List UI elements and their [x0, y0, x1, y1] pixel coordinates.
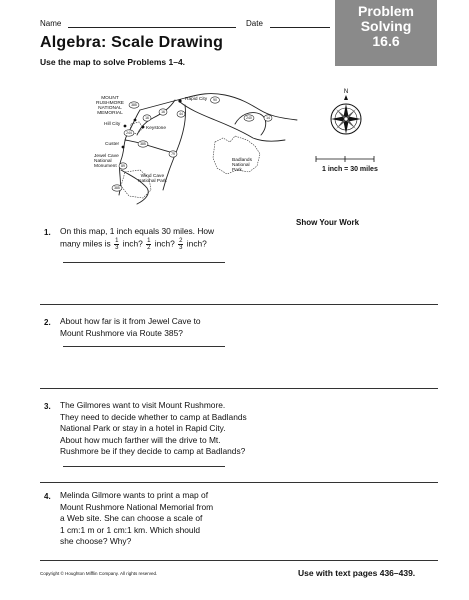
divider — [40, 304, 438, 305]
problem-1-text: On this map, 1 inch equals 30 miles. How many miles is $\frac{1}{3}$ inch? $\frac{1}{2}$ inch? $\frac{2}{3}$ inch? — [60, 226, 215, 251]
route-shield: 244 — [126, 131, 132, 136]
copyright-notice: Copyright © Houghton Mifflin Company. All rights reserved. — [40, 571, 158, 576]
answer-line-2[interactable] — [63, 346, 225, 347]
answer-line-1[interactable] — [63, 262, 225, 263]
compass-rose-icon — [326, 86, 366, 146]
route-shield: 14 — [266, 116, 270, 121]
page-title: Algebra: Scale Drawing — [40, 34, 224, 51]
scale-bar — [314, 154, 376, 164]
route-shield: 79 — [171, 152, 175, 157]
label-custer: Custer — [105, 142, 120, 147]
label-hill-city: Hill City — [104, 122, 121, 127]
name-label: Name — [40, 19, 62, 28]
mount-rushmore-dot — [134, 119, 137, 122]
route-shield: 89 — [121, 164, 125, 169]
instructions: Use the map to solve Problems 1–4. — [40, 57, 186, 67]
divider — [40, 482, 438, 483]
keystone-dot — [142, 126, 145, 129]
route-shield: 385 — [131, 103, 137, 108]
divider — [40, 560, 438, 561]
svg-text:N: N — [343, 89, 349, 95]
road-44 — [180, 102, 285, 141]
problem-3-number: 3. — [44, 402, 51, 411]
route-shield: 16 — [161, 110, 165, 115]
problem-4-number: 4. — [44, 492, 51, 501]
date-field[interactable] — [270, 27, 330, 28]
road-16a — [125, 140, 170, 152]
fraction-one-half: $\frac{1}{2}$ — [147, 237, 151, 251]
name-field[interactable] — [68, 27, 236, 28]
show-your-work-label: Show Your Work — [296, 218, 360, 227]
problem-1-number: 1. — [44, 228, 51, 237]
route-shield: 240 — [246, 116, 252, 121]
problem-4-text: Melinda Gilmore wants to print a map of Mount Rushmore National Memorial from a Web site. She can choose a scale of 1 cm:1 m or 1 cm:1 km. Which should she choose? Why? — [60, 490, 214, 547]
text-pages-reference: Use with text pages 436–439. — [298, 568, 416, 578]
problem-2-number: 2. — [44, 318, 51, 327]
fraction-two-thirds: $\frac{2}{3}$ — [179, 237, 183, 251]
problem-3-text: The Gilmores want to visit Mount Rushmore. They need to decide whether to camp at Badlands National Park or stay in a hotel in Rapid City. About how much farther will the drive to Mt. Rushmore be if they decide to camp at Badlands? — [60, 400, 247, 457]
label-rapid-city: Rapid City — [185, 97, 208, 102]
label-badlands: Badlands National Park — [232, 158, 253, 173]
route-shield: 44 — [179, 112, 183, 117]
divider — [40, 388, 438, 389]
route-shield: 385 — [140, 142, 146, 147]
label-keystone: Keystone — [146, 126, 167, 131]
rapid-city-dot — [178, 99, 181, 102]
fraction-one-third: $\frac{1}{3}$ — [115, 237, 119, 251]
badge-line-1: Problem — [357, 3, 414, 19]
label-jewel-cave: Jewel Cave National Monument — [94, 154, 119, 169]
answer-line-3[interactable] — [63, 466, 225, 467]
route-shield: 385 — [114, 186, 120, 191]
route-shield: 16 — [145, 116, 149, 121]
lesson-badge — [335, 0, 437, 66]
label-mount-rushmore: MOUNT RUSHMORE NATIONAL MEMORIAL — [96, 96, 124, 116]
hill-city-dot — [124, 125, 127, 128]
problem-2-text: About how far is it from Jewel Cave to Mount Rushmore via Route 385? — [60, 316, 201, 338]
badge-line-2: Solving — [360, 18, 412, 34]
custer-dot — [122, 146, 125, 149]
route-shield: 90 — [213, 98, 217, 103]
badge-line-3: 16.6 — [372, 33, 400, 49]
scale-label: 1 inch = 30 miles — [322, 166, 378, 173]
label-wind-cave: Wind Cave National Park — [138, 174, 167, 184]
date-label: Date — [246, 19, 263, 28]
